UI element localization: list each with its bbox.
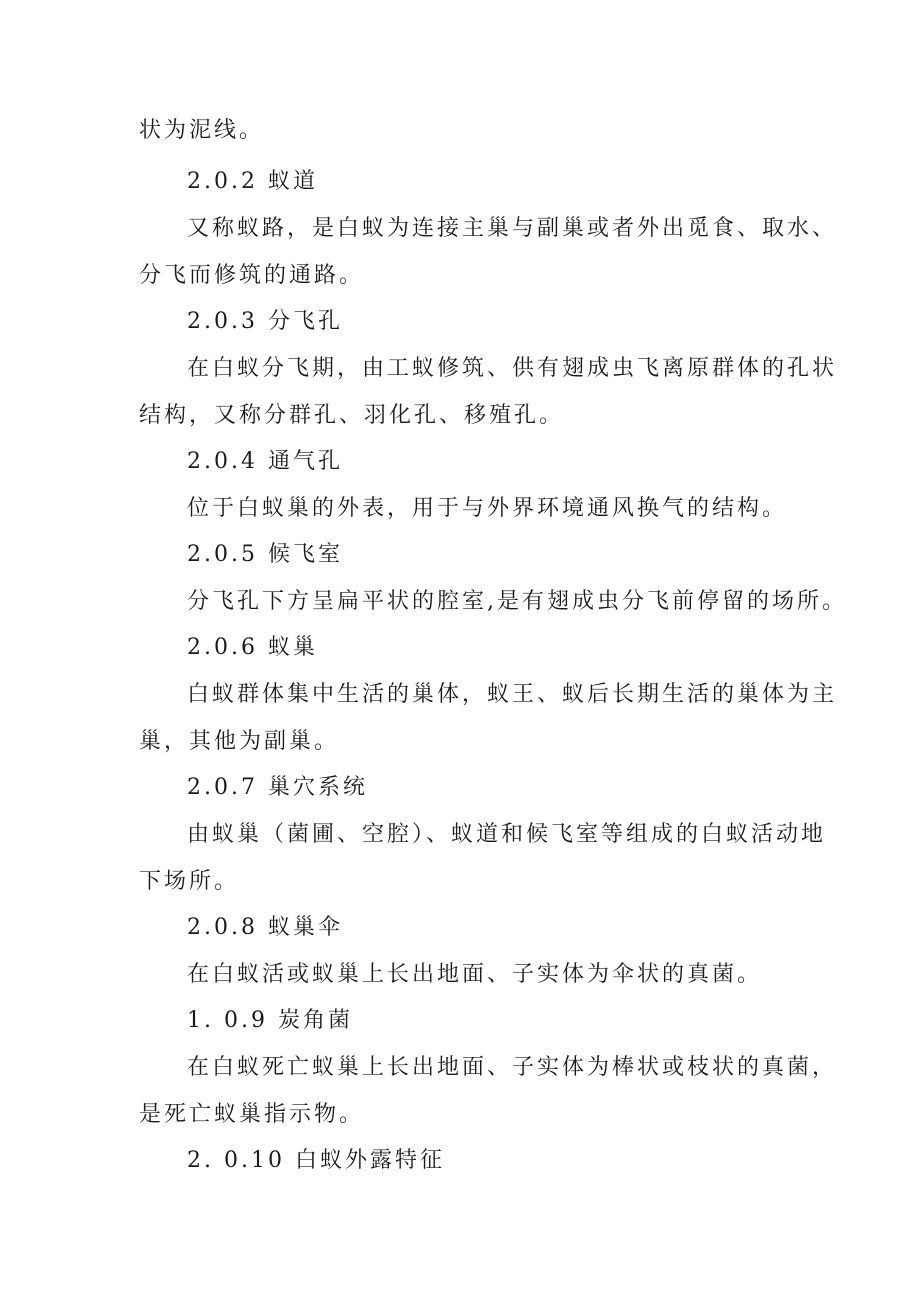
paragraph-line: 白蚁群体集中生活的巢体，蚁王、蚁后长期生活的巢体为主 xyxy=(187,682,838,707)
paragraph-line: 巢，其他为副巢。 xyxy=(139,729,340,754)
section-heading-2-0-6: 2.0.6 蚁巢 xyxy=(187,635,318,660)
paragraph-line: 又称蚁路，是白蚁为连接主巢与副巢或者外出觅食、取水、 xyxy=(187,216,838,241)
section-heading-2-0-4: 2.0.4 通气孔 xyxy=(187,449,343,474)
paragraph-line: 分飞而修筑的通路。 xyxy=(139,263,365,288)
section-heading-1-0-9: 1. 0.9 炭角菌 xyxy=(187,1008,353,1033)
paragraph-line: 在白蚁分飞期，由工蚁修筑、供有翅成虫飞离原群体的孔状 xyxy=(187,356,838,381)
paragraph-line: 在白蚁活或蚁巢上长出地面、子实体为伞状的真菌。 xyxy=(187,962,763,987)
paragraph-line: 位于白蚁巢的外表，用于与外界环境通风换气的结构。 xyxy=(187,496,788,521)
paragraph-line: 下场所。 xyxy=(139,869,240,894)
section-heading-2-0-8: 2.0.8 蚁巢伞 xyxy=(187,915,343,940)
paragraph-line: 是死亡蚁巢指示物。 xyxy=(139,1102,365,1127)
section-heading-2-0-7: 2.0.7 巢穴系统 xyxy=(187,775,368,800)
section-heading-2-0-3: 2.0.3 分飞孔 xyxy=(187,309,343,334)
paragraph-line: 结构，又称分群孔、羽化孔、移殖孔。 xyxy=(139,403,565,428)
section-heading-2-0-10: 2. 0.10 白蚁外露特征 xyxy=(187,1148,445,1173)
paragraph-line: 在白蚁死亡蚁巢上长出地面、子实体为棒状或枝状的真菌， xyxy=(187,1055,838,1080)
section-heading-2-0-5: 2.0.5 候飞室 xyxy=(187,542,343,567)
paragraph-line: 状为泥线。 xyxy=(139,118,265,143)
paragraph-line: 分飞孔下方呈扁平状的腔室,是有翅成虫分飞前停留的场所。 xyxy=(187,589,847,614)
paragraph-line: 由蚁巢（菌圃、空腔）、蚁道和候飞室等组成的白蚁活动地 xyxy=(187,822,827,847)
section-heading-2-0-2: 2.0.2 蚁道 xyxy=(187,169,318,194)
